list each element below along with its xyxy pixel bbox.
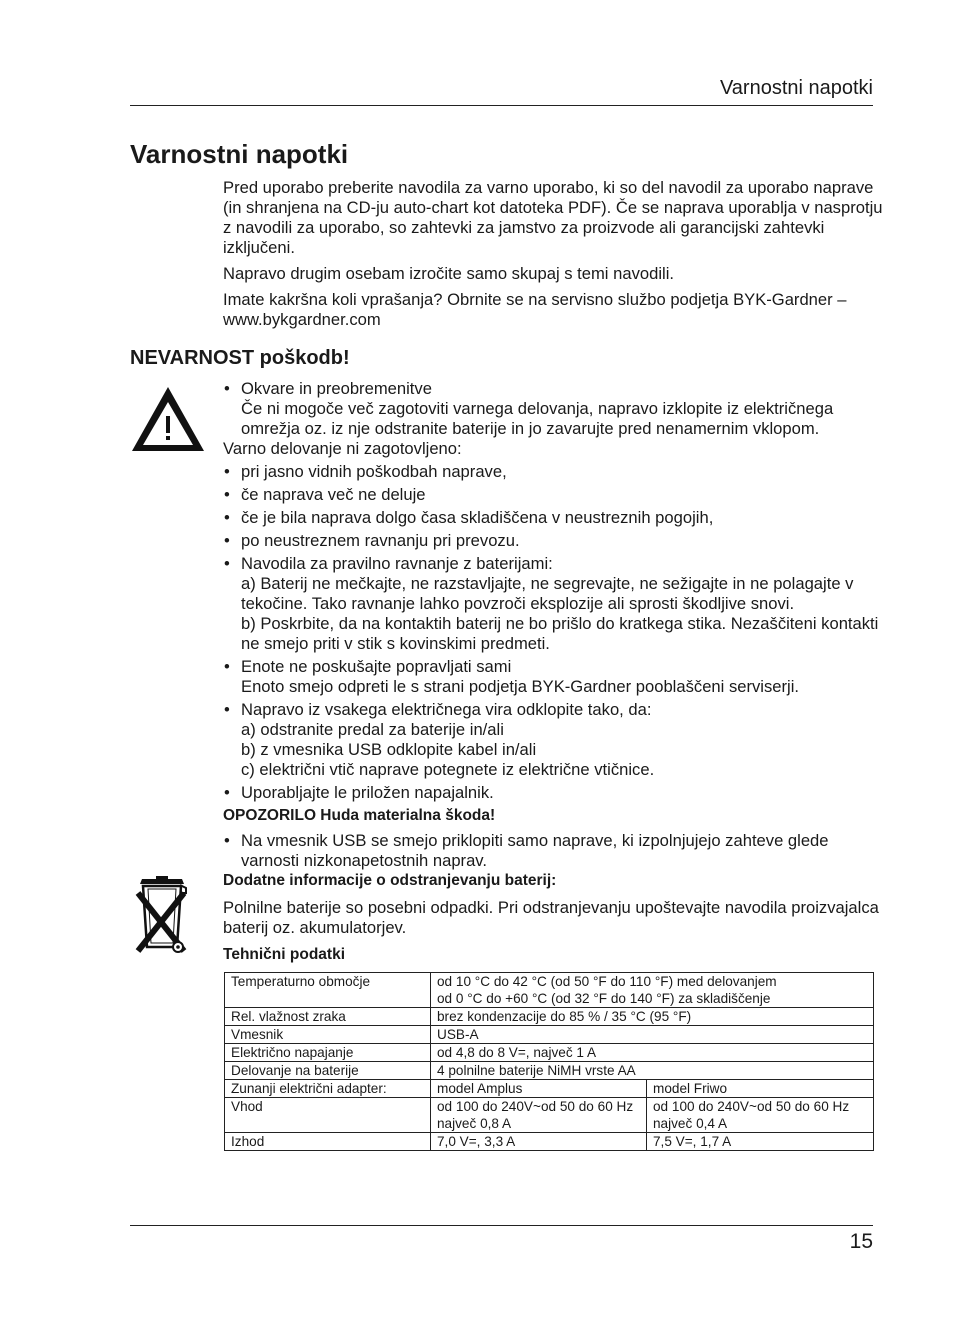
page-number: 15 [849, 1230, 873, 1253]
list-item-text: c) električni vtič naprave potegnete iz električne vtičnice. [241, 760, 655, 779]
bullet: • [224, 462, 230, 481]
table-row [225, 1133, 874, 1151]
list-item-title: Napravo iz vsakega električnega vira odklopite tako, da: [241, 700, 652, 719]
table-cell-value [431, 1098, 647, 1133]
table-cell-label: Vmesnik [225, 1026, 431, 1044]
list-item [223, 531, 883, 551]
table-row [225, 1026, 874, 1044]
list-item-title: Enote ne poskušajte popravljati sami [241, 657, 512, 676]
bullet: • [224, 657, 230, 676]
table-row [225, 973, 874, 1008]
danger-section [223, 379, 883, 871]
input-current: največ 0,4 A [653, 1116, 728, 1131]
input-current: največ 0,8 A [437, 1116, 512, 1131]
list-item [223, 462, 883, 482]
table-cell-value: 4 polnilne baterije NiMH vrste AA [431, 1062, 874, 1080]
intro-section [223, 178, 883, 336]
temp-storage: od 0 °C do +60 °C (od 32 °F do 140 °F) za skladiščenje [437, 991, 771, 1006]
table-row [225, 1062, 874, 1080]
table-cell-value: od 4,8 do 8 V=, največ 1 A [431, 1044, 874, 1062]
bullet: • [224, 831, 230, 850]
list-item [223, 831, 883, 871]
table-cell-value: USB-A [431, 1026, 874, 1044]
table-row [225, 1008, 874, 1026]
table-row [225, 1098, 874, 1133]
footer-rule [130, 1225, 873, 1226]
list-item-text: a) odstranite predal za baterije in/ali [241, 720, 504, 739]
list-item-text: Na vmesnik USB se smejo priklopiti samo naprave, ki izpolnjujejo zahteve glede varnosti nizkonapetostnih naprav. [241, 831, 829, 870]
table-cell-value: 7,5 V=, 1,7 A [647, 1133, 874, 1151]
page-title: Varnostni napotki [130, 139, 349, 169]
intro-paragraph: Imate kakršna koli vprašanja? Obrnite se na servisno službo podjetja BYK-Gardner – www.bykgardner.com [223, 290, 847, 329]
intro-paragraph: Pred uporabo preberite navodila za varno uporabo, ki so del navodil za uporabo naprave (in shranjena na CD-ju auto-chart kot datoteka PDF). Če se naprava uporablja v nasprotju z navodili za uporabo, so zahtevki za jamstvo za proizvode ali garancijski zahtevki izključeni. [223, 178, 883, 257]
list-item-text: Enoto smejo odpreti le s strani podjetja BYK-Gardner pooblaščeni serviserji. [241, 677, 800, 696]
tech-data-heading: Tehnični podatki [223, 946, 345, 963]
list-item-title: Okvare in preobremenitve [241, 379, 432, 398]
bullet: • [224, 508, 230, 527]
bullet: • [224, 379, 230, 398]
table-row [225, 1080, 874, 1098]
intro-paragraph: Napravo drugim osebam izročite samo skupaj s temi navodili. [223, 264, 674, 283]
header-rule [130, 105, 873, 106]
table-cell-label: Zunanji električni adapter: [225, 1080, 431, 1098]
bullet: • [224, 700, 230, 719]
list-item [223, 485, 883, 505]
list-item-text: pri jasno vidnih poškodbah naprave, [241, 462, 507, 481]
bullet: • [224, 485, 230, 504]
warning-note: OPOZORILO Huda materialna škoda! [223, 807, 496, 824]
table-cell-label: Delovanje na baterije [225, 1062, 431, 1080]
battery-disposal-text: Polnilne baterije so posebni odpadki. Pri odstranjevanju upoštevajte navodila proizvajalca baterij oz. akumulatorjev. [223, 898, 879, 937]
list-item [223, 554, 883, 654]
list-item [223, 657, 883, 697]
running-header: Varnostni napotki [719, 77, 873, 99]
table-cell-label: Električno napajanje [225, 1044, 431, 1062]
list-item-text: Uporabljajte le priložen napajalnik. [241, 783, 494, 802]
list-item [223, 508, 883, 528]
list-item-text: a) Baterij ne mečkajte, ne razstavljajte, ne segrevajte, ne sežigajte in ne polagajte v tekočine. Tako ravnanje lahko povzroči eksplozije ali sprosti škodljive snovi. [241, 574, 854, 613]
table-row [225, 1044, 874, 1062]
battery-disposal-section [223, 871, 883, 965]
table-cell-label: Vhod [225, 1098, 431, 1133]
danger-heading: NEVARNOST poškodb! [130, 347, 350, 369]
battery-disposal-heading: Dodatne informacije o odstranjevanju baterij: [223, 872, 557, 889]
table-cell-value: model Amplus [431, 1080, 647, 1098]
table-cell-value: model Friwo [647, 1080, 874, 1098]
list-item-text: b) Poskrbite, da na kontaktih baterij ne bo prišlo do kratkega stika. Nezaščiteni kontakti ne smejo priti v stik s kovinskimi predmeti. [241, 614, 879, 653]
table-cell-label: Temperaturno območje [225, 973, 431, 1008]
bullet: • [224, 554, 230, 573]
table-cell-value [647, 1098, 874, 1133]
input-range: od 100 do 240V~od 50 do 60 Hz [437, 1099, 634, 1114]
list-item [223, 783, 883, 803]
list-item [223, 379, 883, 439]
list-item-title: Navodila za pravilno ravnanje z baterijami: [241, 554, 553, 573]
table-cell-label: Rel. vlažnost zraka [225, 1008, 431, 1026]
condition-intro: Varno delovanje ni zagotovljeno: [223, 439, 462, 458]
tech-data-table [224, 972, 874, 1151]
bullet: • [224, 531, 230, 550]
crossed-out-bin-icon [134, 875, 190, 955]
list-item [223, 700, 883, 780]
list-item-text: Če ni mogoče več zagotoviti varnega delovanja, napravo izklopite iz električnega omrežja oz. iz nje odstranite baterije in jo zavarujte pred nenamernim vklopom. [241, 399, 834, 438]
table-cell-label: Izhod [225, 1133, 431, 1151]
input-range: od 100 do 240V~od 50 do 60 Hz [653, 1099, 850, 1114]
table-cell-value: 7,0 V=, 3,3 A [431, 1133, 647, 1151]
warning-triangle-icon [130, 385, 206, 453]
list-item-text: po neustreznem ravnanju pri prevozu. [241, 531, 520, 550]
list-item-text: če je bila naprava dolgo časa skladiščena v neustreznih pogojih, [241, 508, 714, 527]
list-item-text: b) z vmesnika USB odklopite kabel in/ali [241, 740, 537, 759]
list-item-text: če naprava več ne deluje [241, 485, 426, 504]
table-cell-value [431, 973, 874, 1008]
temp-operating: od 10 °C do 42 °C (od 50 °F do 110 °F) med delovanjem [437, 974, 777, 989]
bullet: • [224, 783, 230, 802]
table-cell-value: brez kondenzacije do 85 % / 35 °C (95 °F) [431, 1008, 874, 1026]
